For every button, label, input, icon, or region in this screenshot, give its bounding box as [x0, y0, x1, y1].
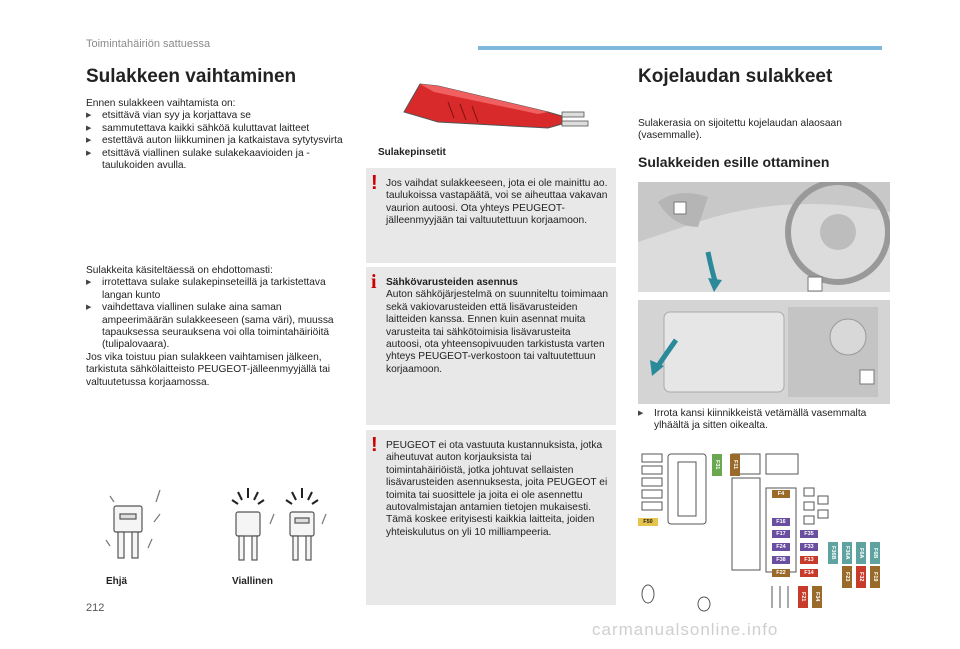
list-item: ▶ Irrota kansi kiinnikkeistä vetämällä vasemmalta ylhäältä ja sitten oikealta. — [638, 408, 888, 433]
warning-text-1: Jos vaihdat sulakkeeseen, jota ei ole mainittu ao. taulukoissa vastapäätä, voi se aiheuttaa vakavan vaurion autoosi. Ota yhteys PEUGEOT-jälleenmyyjään tai valtuutettuun korjaamoon. — [386, 178, 608, 227]
info-icon: i — [371, 271, 377, 293]
list-item: ▶ etsittävä viallinen sulake sulakekaavioiden ja -taulukoiden avulla. — [86, 148, 344, 173]
right-bullets — [638, 408, 888, 433]
fuse-f17: F17 — [772, 530, 790, 538]
dashboard-fusebox-photo — [638, 182, 890, 404]
caption-ok: Ehjä — [106, 576, 128, 587]
fuse-f6a: F6A — [856, 542, 866, 564]
fuse-f34: F34 — [812, 586, 822, 608]
left-title: Sulakkeen vaihtaminen — [86, 66, 297, 87]
list-item: ▶ irrotettava sulake sulakepinseteillä ja tarkistettava langan kunto — [86, 277, 348, 302]
section-header: Toimintahäiriön sattuessa — [86, 38, 211, 50]
fusebox-diagram-outline — [640, 446, 890, 614]
list-item: ▶ vaihdettava viallinen sulake aina saman ampeerimäärän sulakkeeseen (sama väri), muussa tapauksessa seurauksena voi olla toimintahäiriöitä (tulipalovaara). — [86, 302, 348, 352]
info-title: Sähkövarusteiden asennus — [386, 277, 518, 288]
left-para2: Sulakkeita käsiteltäessä on ehdottomasti: — [86, 265, 273, 276]
fuse-tweezers-illustration — [398, 72, 596, 142]
fuse-f21: F21 — [798, 586, 808, 608]
fuse-f24: F24 — [772, 543, 790, 551]
fuse-f35: F35 — [800, 530, 818, 538]
info-panel — [366, 267, 616, 425]
info-text: Auton sähköjärjestelmä on suunniteltu toimimaan sekä vakiovarusteiden että lisävarusteiden laitteiden kanssa. Ennen kuin asennat muita varusteita tai sähkötoimisia lisävarusteita autoosi, ota yhteensopivuuden tarkistusta varten yhteys PEUGEOT-verkostoon tai valtuutettuun korjaamoon. — [386, 289, 608, 375]
fuse-f38: F38 — [772, 556, 790, 564]
fuse-f50: F50 — [638, 518, 658, 526]
caption-tweezers: Sulakepinsetit — [378, 147, 446, 158]
fuse-f16: F16 — [772, 518, 790, 526]
list-item: ▶ estettävä auton liikkuminen ja katkaistava sytytysvirta — [86, 135, 344, 147]
warning-icon: ! — [371, 434, 378, 456]
fuse-ok-illustration — [100, 484, 180, 574]
watermark: carmanualsonline.info — [592, 620, 779, 639]
fuse-f6b: F6B — [870, 542, 880, 564]
warning-icon: ! — [371, 172, 378, 194]
list-item: ▶ etsittävä vian syy ja korjattava se — [86, 110, 344, 122]
fuse-f36b: F36B — [828, 542, 838, 564]
fuse-f22: F22 — [772, 569, 790, 577]
left-intro-block — [86, 98, 344, 172]
caption-blown: Viallinen — [232, 576, 273, 587]
fuse-f33: F33 — [800, 543, 818, 551]
fuse-f14: F14 — [800, 569, 818, 577]
fuse-blown-illustration — [226, 484, 336, 574]
left-intro: Ennen sulakkeen vaihtamista on: — [86, 98, 236, 109]
left-bullets-2 — [86, 277, 348, 351]
fuse-f32: F32 — [856, 566, 866, 588]
fuse-f11: F11 — [730, 454, 740, 476]
right-title: Kojelaudan sulakkeet — [638, 66, 833, 87]
left-bullets-1 — [86, 110, 344, 172]
fuse-f19: F19 — [870, 566, 880, 588]
header-accent-bar — [478, 46, 882, 50]
fuse-f31: F31 — [712, 454, 722, 476]
fuse-f4: F4 — [772, 490, 790, 498]
info-text-block — [386, 277, 608, 376]
fusebox-diagram — [640, 446, 890, 614]
right-intro: Sulakerasia on sijoitettu kojelaudan alaosaan (vasemmalle). — [638, 118, 842, 142]
warning-panel-1 — [366, 168, 616, 263]
right-subtitle: Sulakkeiden esille ottaminen — [638, 154, 830, 170]
fuse-f13: F13 — [800, 556, 818, 564]
left-handling-block — [86, 265, 348, 389]
fuse-f36a: F36A — [842, 542, 852, 564]
right-bullet-block — [638, 408, 888, 433]
list-item: ▶ sammutettava kaikki sähköä kuluttavat laitteet — [86, 123, 344, 135]
warning-panel-2 — [366, 430, 616, 605]
left-para3: Jos vika toistuu pian sulakkeen vaihtamisen jälkeen, tarkistuta sähkölaitteisto PEUGEOT-jälleenmyyjällä tai valtuutetussa korjaamossa. — [86, 351, 331, 388]
fuse-f23: F23 — [842, 566, 852, 588]
page-number: 212 — [86, 602, 105, 614]
warning-text-2: PEUGEOT ei ota vastuuta kustannuksista, jotka aiheutuvat auton korjauksista tai toimintahäiriöistä, jotka johtuvat sellaisten lisävarusteiden asennuksesta, joita PEUGEOT ei toimita tai suosittele ja joita ei ole asennettu autovalmistajan antamien tietojen mukaisesti. Tämä koskee erityisesti kaikkia laitteita, joiden yhteiskulutus on yli 10 milliampeeria. — [386, 440, 608, 538]
